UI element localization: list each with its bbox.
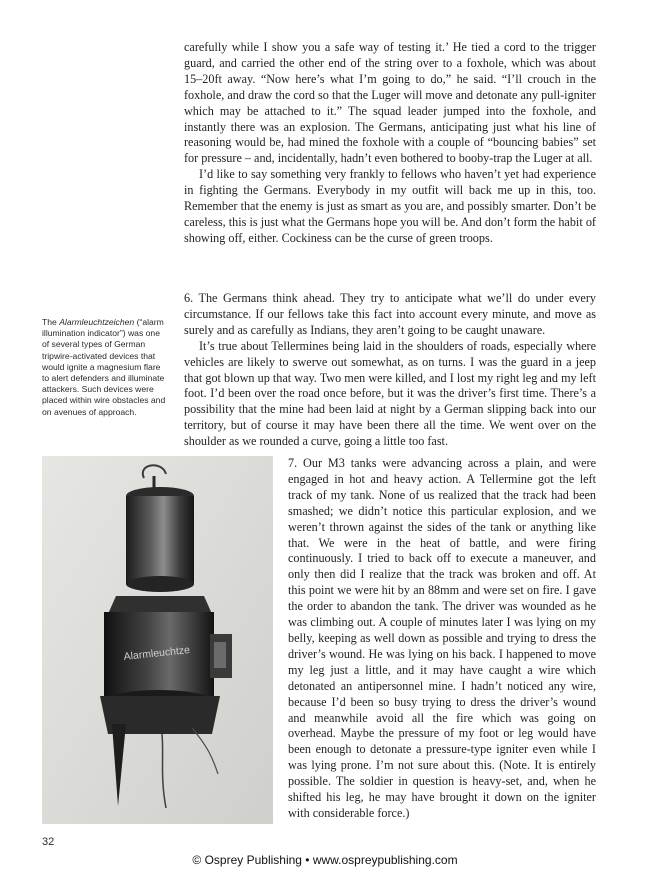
photo-caption [42, 317, 168, 418]
top-text-block [184, 40, 596, 247]
paragraph-advice: I’d like to say something very frankly to fellows who haven’t yet had experience in fighting the Germans. Everybody in my outfit will back me up in this, too. Remember that the enemy is just as smart as you are, and possibly smarter. Don’t be careless, this is just what the Germans hope you will be. And don’t form the habit of showing off, either. Cockiness can be the curse of green troops. [184, 167, 596, 245]
section-7-number: 7. [288, 456, 298, 470]
section-6-second-paragraph: It’s true about Tellermines being laid in the shoulders of roads, especially where vehicles are likely to swerve out somewhat, as on turns. I was the guard in a jeep that got blown up that way. Two men were killed, and I lost my right leg and my left foot. I’d been over the road once before, but it was the driver’s first time. There’s a possibility that the mine had been laid at night by a German slipping back into our territory, but of course it may have been there all the time. We went over on the shoulder as we rounded a curve, going a little too fast. [184, 338, 596, 449]
section-6-first-text: The Germans think ahead. They try to anticipate what we’ll do under every circumstance. If our fellows take this fact into account every minute, and move as surely and as carefully as Indians, they aren’t going to be caught unaware. [184, 291, 596, 337]
caption-italic-term: Alarmleuchtzeichen [59, 317, 135, 327]
section-7-text: Our M3 tanks were advancing across a plain, and were engaged in hot and heavy action. A Tellermine got the left track of my tank. None of us realized that the track had been smashed; we didn’t notice this particular explosion, and we weren’t thrown against the sides of the tank or anything like that. We were in the heat of battle, and were firing continuously. I tried to back off to execute a maneuver, and only then did I realize that the track was broken and off. At this point we were hit by an 88mm and were set on fire. I gave the order to abandon the tank. The driver was wounded as he was climbing out. A couple of minutes later I was lying on my belly, keeping as well down as possible and trying to dress the driver’s wound. He was lying on his back. I happened to move my leg just a little, and it may have caught a wire which detonated an antipersonnel mine. I hadn’t noticed any wire, because I’d been so busy trying to dress the driver’s wound and meanwhile avoid all the fire which was going on overhead. Maybe the pressure of my foot or leg would have been enough to detonate a pressure-type igniter even while I was lying prone. I’m not sure about this. (Note. It is entirely possible. The soldier in question is heavy-set, and, when he shifted his leg, he may have brought it down on the igniter with considerable force.) [288, 456, 597, 820]
device-label-text: Alarmleuchtze [123, 644, 191, 663]
alarm-device-illustration [42, 456, 273, 824]
section-6-number: 6. [184, 291, 194, 305]
caption-rest: (“alarm illumination indicator”) was one of several types of German tripwire-activated devices that would ignite a magnesium flare to alert defenders and illuminate attackers. Such devices were placed within wire obstacles and on avenues of approach. [42, 317, 166, 417]
section-6-first-paragraph [184, 291, 596, 339]
caption-prefix: The [42, 317, 60, 327]
paragraph-continued: carefully while I show you a safe way of testing it.’ He tied a cord to the trigger guard, and carried the other end of the string over to a foxhole, which was about 15–20ft away. “Now here’s what I’m going to do,” he said. “I’ll crouch in the foxhole, and draw the cord so that the Luger will move and detonate any pull-igniter which may be attached to it.” The squad leader jumped into the foxhole, and instantly there was an explosion. The Germans, anticipating just what his line of reasoning would be, had mined the foxhole with a couple of “bouncing babies” set for pressure – and, incidentally, hadn’t even bothered to booby-trap the Luger at all. [184, 40, 596, 166]
alarm-device-photo [42, 456, 273, 824]
publisher-footer: © Osprey Publishing • www.ospreypublishing.com [192, 853, 458, 867]
section-7 [288, 456, 596, 822]
page-number: 32 [42, 836, 55, 848]
section-7-paragraph [288, 456, 596, 822]
section-6 [184, 291, 596, 450]
